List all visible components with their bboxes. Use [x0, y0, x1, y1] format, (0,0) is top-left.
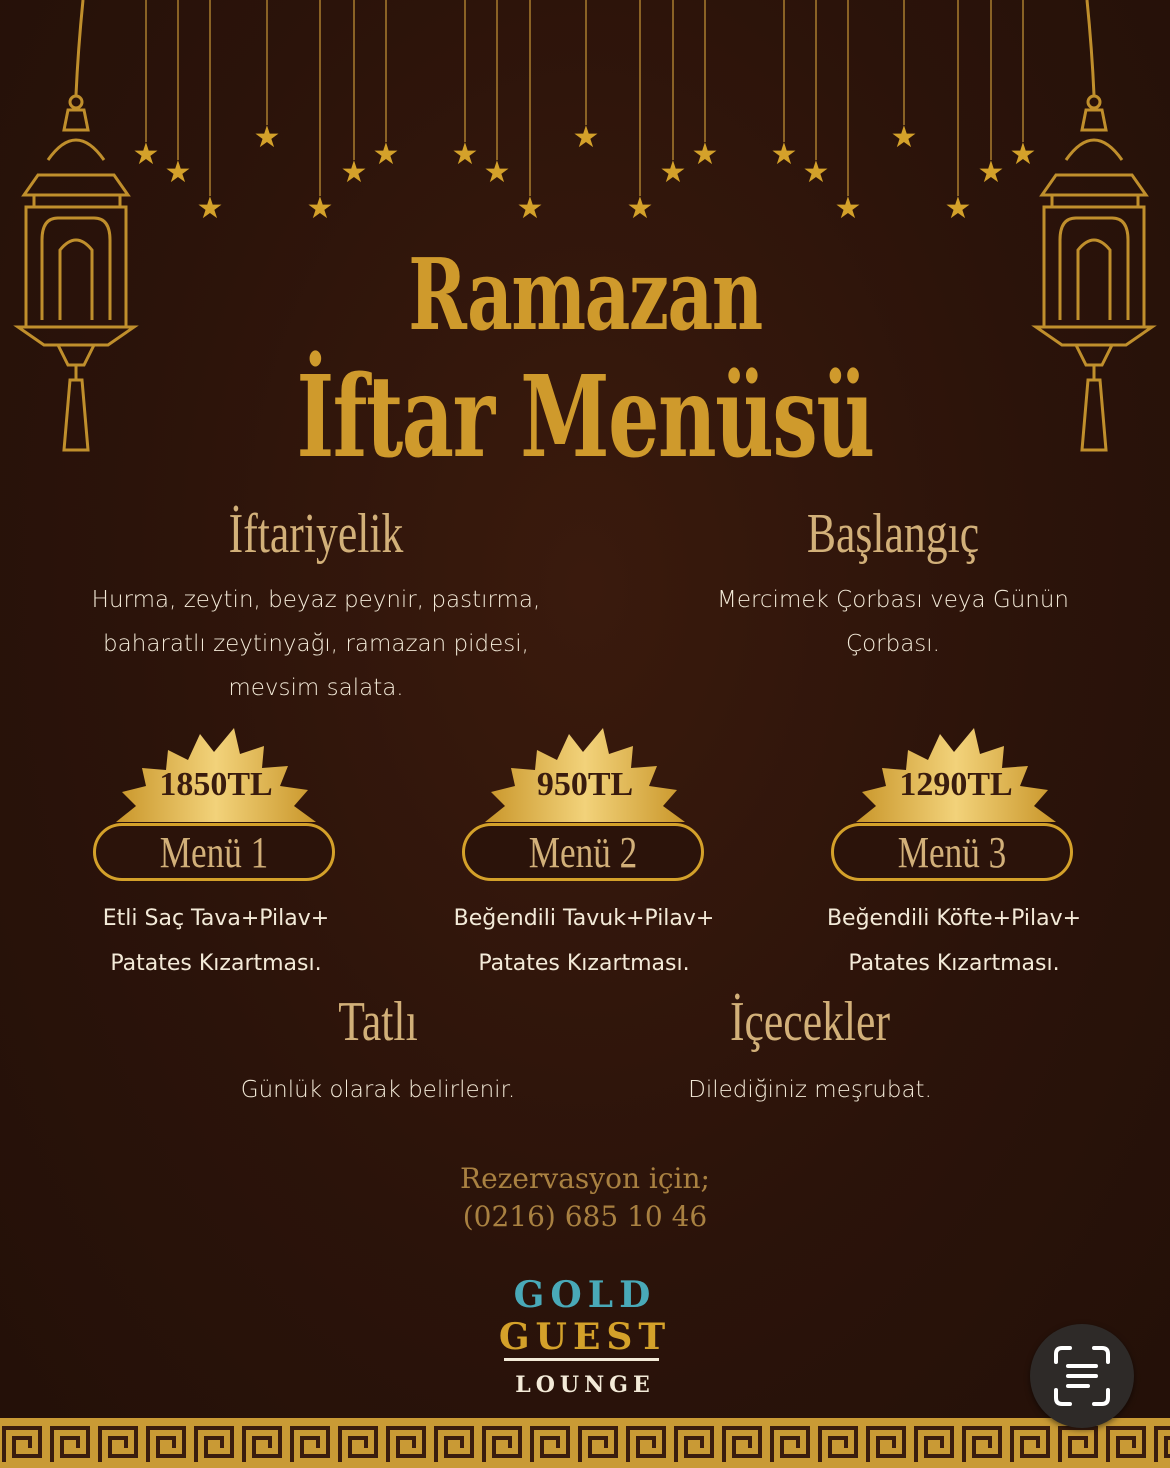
menu-2-name: Menü 2 [528, 828, 638, 877]
menu-3-price: 1290TL [899, 766, 1013, 803]
svg-text:★: ★ [132, 137, 160, 172]
svg-text:★: ★ [253, 120, 281, 155]
icecekler-text: Dilediğiniz meşrubat. [688, 1077, 932, 1103]
tatli-heading: Tatlı [338, 991, 418, 1053]
logo-guest: GUEST [498, 1316, 672, 1358]
iftariyelik-text [66, 578, 566, 710]
svg-text:★: ★ [659, 155, 687, 190]
scan-text-icon [1030, 1324, 1134, 1428]
hanging-stars-decoration [0, 0, 1170, 240]
reservation-phone[interactable]: (0216) 685 10 46 [462, 1200, 708, 1233]
svg-text:★: ★ [196, 191, 224, 226]
tatli-text: Günlük olarak belirlenir. [240, 1077, 516, 1103]
svg-text:★: ★ [626, 191, 654, 226]
svg-text:★: ★ [977, 155, 1005, 190]
svg-text:★: ★ [691, 137, 719, 172]
menu-2-items [434, 896, 734, 986]
baslangic-text [663, 578, 1123, 666]
svg-text:★: ★ [890, 120, 918, 155]
lantern-left-icon [8, 0, 148, 470]
menu-2-label [462, 823, 704, 881]
icecekler-heading: İçecekler [729, 991, 890, 1053]
iftariyelik-heading: İftariyelik [228, 503, 404, 565]
page-title-line2: İftar Menüsü [296, 352, 874, 483]
iftariyelik-line: Hurma, zeytin, beyaz peynir, pastırma, [91, 587, 541, 613]
menu-1-items [66, 896, 366, 986]
menu-2-line: Beğendili Tavuk+Pilav+ [453, 906, 715, 931]
menu-2-line: Patates Kızartması. [478, 951, 690, 976]
reservation-label: Rezervasyon için; [460, 1162, 710, 1195]
iftariyelik-line: mevsim salata. [228, 675, 404, 701]
svg-text:★: ★ [802, 155, 830, 190]
svg-text:★: ★ [1009, 137, 1037, 172]
svg-text:★: ★ [164, 155, 192, 190]
menu-1-line: Patates Kızartması. [110, 951, 322, 976]
svg-text:★: ★ [770, 137, 798, 172]
svg-text:★: ★ [516, 191, 544, 226]
iftariyelik-line: baharatlı zeytinyağı, ramazan pidesi, [103, 631, 529, 657]
price-badge-menu-3 [856, 722, 1056, 822]
logo-gold: GOLD [513, 1274, 657, 1316]
scan-text-button[interactable] [1030, 1324, 1134, 1428]
menu-1-label [93, 823, 335, 881]
greek-key-border [0, 1418, 1170, 1468]
svg-text:★: ★ [483, 155, 511, 190]
price-badge-menu-2 [485, 722, 685, 822]
svg-text:★: ★ [306, 191, 334, 226]
baslangic-heading: Başlangıç [806, 503, 980, 565]
svg-text:★: ★ [572, 120, 600, 155]
svg-text:★: ★ [834, 191, 862, 226]
logo-lounge: LOUNGE [515, 1372, 655, 1398]
menu-1-name: Menü 1 [159, 828, 269, 877]
svg-text:★: ★ [451, 137, 479, 172]
menu-2-price: 950TL [536, 766, 634, 803]
price-badge-menu-1 [116, 722, 316, 822]
menu-3-items [804, 896, 1104, 986]
menu-1-line: Etli Saç Tava+Pilav+ [102, 906, 330, 931]
baslangic-line: Çorbası. [846, 631, 940, 657]
menu-3-line: Beğendili Köfte+Pilav+ [826, 906, 1082, 931]
lantern-right-icon [1022, 0, 1162, 470]
menu-3-label [831, 823, 1073, 881]
menu-1-price: 1850TL [159, 766, 273, 803]
svg-text:★: ★ [340, 155, 368, 190]
baslangic-line: Mercimek Çorbası veya Günün [716, 587, 1070, 613]
menu-3-name: Menü 3 [897, 828, 1007, 877]
svg-text:★: ★ [944, 191, 972, 226]
logo-divider [504, 1358, 659, 1361]
svg-text:★: ★ [372, 137, 400, 172]
menu-3-line: Patates Kızartması. [848, 951, 1060, 976]
page-title-line1: Ramazan [408, 238, 762, 353]
